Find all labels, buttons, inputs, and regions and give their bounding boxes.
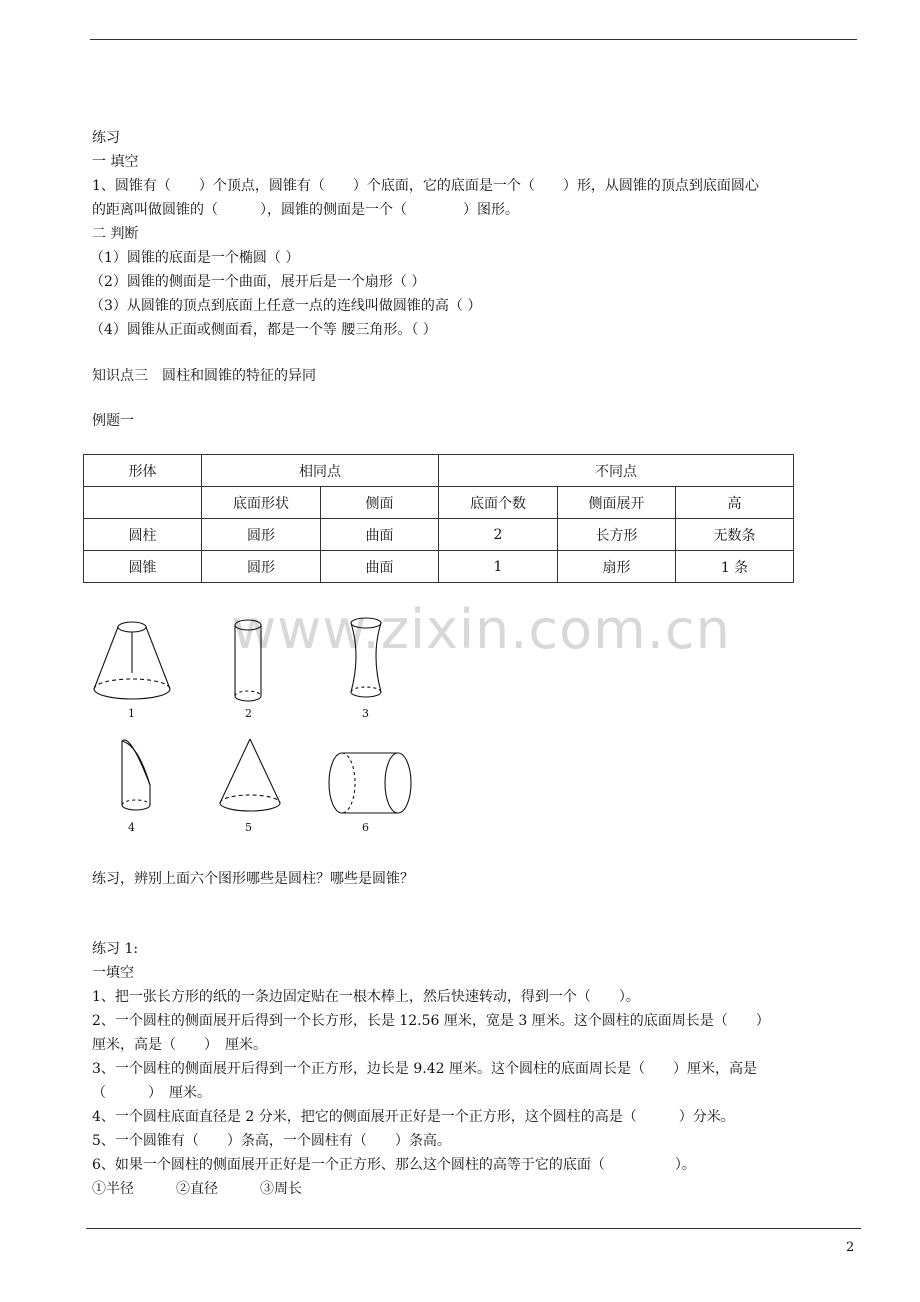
table-cell: 扇形 [558, 551, 676, 583]
figure-label: 5 [245, 821, 252, 834]
table-row [84, 455, 794, 487]
fill-question-line: 3、一个圆柱的侧面展开后得到一个正方形，边长是 9.42 厘米。这个圆柱的底面周长是（ ）厘米，高是 [92, 1061, 757, 1077]
figure-label: 1 [128, 707, 135, 720]
table-cell: 圆锥 [84, 551, 202, 583]
fill-question-line: 2、一个圆柱的侧面展开后得到一个长方形，长是 12.56 厘米，宽是 3 厘米。这个圆柱的底面周长是（ ） [92, 1013, 770, 1029]
solid-figures [80, 605, 440, 837]
figure-label: 3 [362, 707, 369, 720]
slant-cut-cylinder-figure [122, 740, 150, 834]
cone-figure [220, 739, 280, 834]
hyperboloid-figure [351, 618, 381, 720]
fill-question-line: （ ） 厘米。 [92, 1085, 211, 1101]
horizontal-cylinder-figure [329, 753, 411, 834]
fill-question-line: 4、一个圆柱底面直径是 2 分米，把它的侧面展开正好是一个正方形，这个圆柱的高是（ ）分米。 [92, 1109, 735, 1125]
table-subheader: 高 [676, 487, 794, 519]
watermark: www.zixin.com.cn [232, 598, 731, 661]
judge-item: （3）从圆锥的顶点到底面上任意一点的连线叫做圆锥的高（ ） [90, 298, 482, 314]
answer-options: ①半径 ②直径 ③周长 [92, 1181, 302, 1197]
table-header-shape: 形体 [84, 455, 202, 487]
table-cell: 圆形 [202, 551, 321, 583]
table-cell: 1 条 [676, 551, 794, 583]
section-heading: 练习 1: [92, 941, 139, 957]
question-1-line-2: 的距离叫做圆锥的（ ），圆锥的侧面是一个（ ）图形。 [92, 202, 519, 218]
fill-question-line: 5、一个圆锥有（ ）条高，一个圆柱有（ ）条高。 [92, 1133, 451, 1149]
fill-question-line: 厘米，高是（ ） 厘米。 [92, 1037, 267, 1053]
frustum-figure [94, 622, 170, 720]
table-cell: 2 [439, 519, 558, 551]
table-row [84, 519, 794, 551]
table-cell: 无数条 [676, 519, 794, 551]
question-1-line-1: 1、圆锥有（ ）个顶点，圆锥有（ ）个底面，它的底面是一个（ ）形，从圆锥的顶点到底面圆心 [92, 178, 759, 194]
cylinder-figure [235, 620, 261, 720]
table-cell: 长方形 [558, 519, 676, 551]
figure-label: 2 [245, 707, 252, 720]
table-row [84, 551, 794, 583]
table-subheader: 侧面 [321, 487, 439, 519]
figure-label: 4 [128, 821, 135, 834]
comparison-table [83, 454, 794, 583]
part-title-fill: 一填空 [92, 965, 134, 981]
part-title-fill: 一 填空 [92, 154, 139, 170]
table-cell: 圆柱 [84, 519, 202, 551]
figure-label: 6 [362, 821, 369, 834]
table-row [84, 487, 794, 519]
table-subheader: 侧面展开 [558, 487, 676, 519]
table-cell: 曲面 [321, 551, 439, 583]
table-header-diff: 不同点 [439, 455, 794, 487]
page-number: 2 [846, 1240, 855, 1255]
example-title: 例题一 [92, 413, 134, 429]
part-title-judge: 二 判断 [92, 226, 139, 242]
header-rule [90, 39, 857, 40]
table-cell: 1 [439, 551, 558, 583]
table-subheader: 底面形状 [202, 487, 321, 519]
table-cell: 曲面 [321, 519, 439, 551]
table-header-same: 相同点 [202, 455, 439, 487]
footer-rule [86, 1228, 861, 1229]
judge-item: （2）圆锥的侧面是一个曲面，展开后是一个扇形（ ） [90, 274, 426, 290]
practice-question: 练习，辨别上面六个图形哪些是圆柱？哪些是圆锥？ [92, 871, 414, 887]
table-cell: 圆形 [202, 519, 321, 551]
judge-item: （1）圆锥的底面是一个椭圆（ ） [90, 250, 300, 266]
table-subheader: 底面个数 [439, 487, 558, 519]
judge-item: （4）圆锥从正面或侧面看，都是一个等 腰三角形。（ ） [90, 322, 437, 338]
section-heading: 练习 [92, 130, 120, 146]
fill-question-line: 1、把一张长方形的纸的一条边固定贴在一根木棒上，然后快速转动，得到一个（ ）。 [92, 989, 640, 1005]
table-cell-empty [84, 487, 202, 519]
knowledge-title: 知识点三 圆柱和圆锥的特征的异同 [92, 368, 316, 384]
fill-question-line: 6、如果一个圆柱的侧面展开正好是一个正方形、那么这个圆柱的高等于它的底面（ ）。 [92, 1157, 696, 1173]
